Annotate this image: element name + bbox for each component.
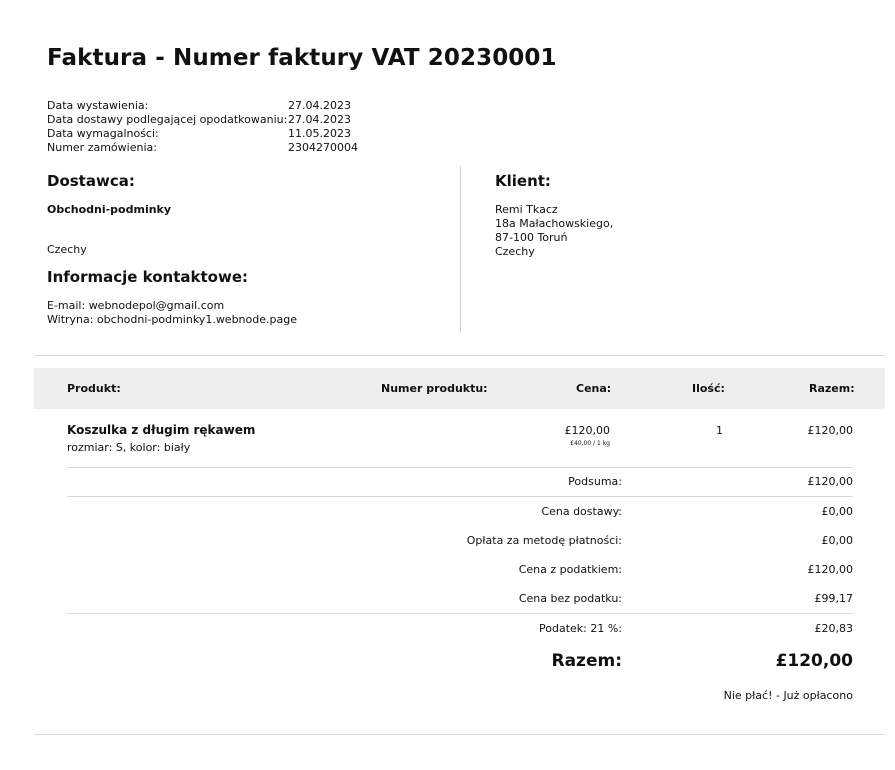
supplier-heading: Dostawca:: [47, 172, 135, 190]
meta-row-order-number: [47, 141, 358, 155]
tax-label: Podatek: 21 %:: [539, 622, 622, 635]
price-without-tax-value: £99,17: [814, 592, 853, 605]
tax-value: £20,83: [814, 622, 853, 635]
client-street: 18a Małachowskiego,: [495, 217, 614, 230]
item-name: Koszulka z długim rękawem: [67, 423, 256, 437]
supplier-name: Obchodni-podminky: [47, 203, 172, 216]
payment-fee-label: Opłata za metodę płatności:: [466, 534, 622, 547]
subtotal-value: £120,00: [807, 475, 853, 488]
shipping-label: Cena dostawy:: [541, 505, 622, 518]
summary-divider: [67, 496, 853, 497]
supplier-email: E-mail: webnodepol@gmail.com: [47, 299, 225, 312]
header-total: Razem:: [809, 382, 855, 395]
footer-divider: [34, 734, 885, 735]
supplier-section: [47, 172, 447, 326]
client-country: Czechy: [495, 245, 535, 258]
meta-row-delivery-date: [47, 113, 358, 127]
meta-row-due-date: [47, 127, 358, 141]
items-table-header: [34, 368, 885, 409]
meta-label: Numer zamówienia:: [47, 141, 157, 154]
meta-label: Data wymagalności:: [47, 127, 159, 140]
client-city: 87-100 Toruń: [495, 231, 568, 244]
client-heading: Klient:: [495, 172, 551, 190]
supplier-website: Witryna: obchodni-podminky1.webnode.page: [47, 313, 297, 326]
payment-fee-value: £0,00: [821, 534, 853, 547]
meta-value: 2304270004: [288, 141, 358, 154]
summary-divider: [67, 613, 853, 614]
payment-status-note: Nie płać! - Już opłacono: [723, 689, 853, 702]
summary-divider: [67, 467, 853, 468]
column-divider: [460, 166, 461, 333]
client-name: Remi Tkacz: [495, 203, 558, 216]
item-variant: rozmiar: S, kolor: biały: [67, 441, 191, 454]
meta-label: Data wystawienia:: [47, 99, 149, 112]
price-without-tax-label: Cena bez podatku:: [518, 592, 622, 605]
item-quantity: 1: [716, 424, 723, 437]
meta-row-issue-date: [47, 99, 358, 113]
supplier-country: Czechy: [47, 243, 87, 256]
price-with-tax-label: Cena z podatkiem:: [518, 563, 622, 576]
contact-info: [47, 299, 297, 327]
grand-total-label: Razem:: [551, 651, 622, 671]
meta-value: 11.05.2023: [288, 127, 351, 140]
contact-heading: Informacje kontaktowe:: [47, 268, 248, 286]
client-section: [495, 172, 875, 259]
grand-total-value: £120,00: [775, 651, 853, 671]
invoice-meta: [47, 99, 358, 155]
section-divider: [34, 355, 885, 356]
meta-label: Data dostawy podlegającej opodatkowaniu:: [47, 113, 288, 126]
header-quantity: Ilość:: [692, 382, 725, 395]
shipping-value: £0,00: [821, 505, 853, 518]
subtotal-label: Podsuma:: [568, 475, 622, 488]
header-product-number: Numer produktu:: [381, 382, 488, 395]
price-with-tax-value: £120,00: [807, 563, 853, 576]
meta-value: 27.04.2023: [288, 113, 351, 126]
header-price: Cena:: [576, 382, 612, 395]
item-unit-price: £40,00 / 1 kg: [570, 440, 610, 447]
invoice-title: Faktura - Numer faktury VAT 20230001: [47, 45, 557, 71]
item-total: £120,00: [807, 424, 853, 437]
item-price: £120,00: [564, 424, 610, 437]
header-product: Produkt:: [67, 382, 121, 395]
meta-value: 27.04.2023: [288, 99, 351, 112]
client-address: [495, 203, 875, 259]
